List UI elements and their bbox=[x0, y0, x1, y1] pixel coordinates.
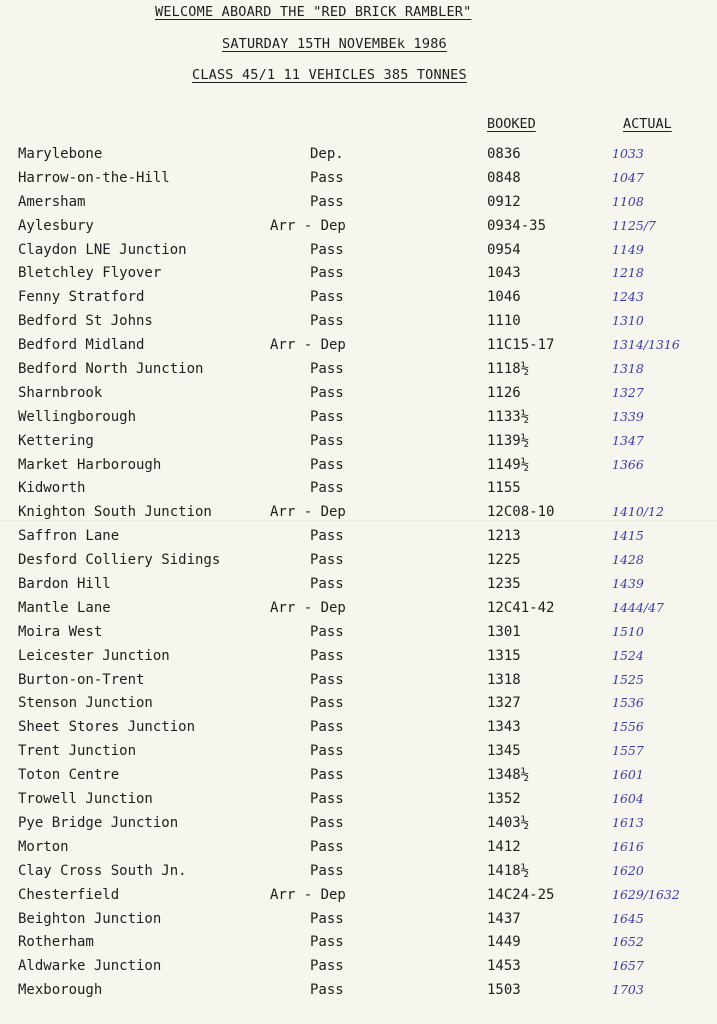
booked-time: 1235 bbox=[487, 576, 521, 593]
booked-time: 1348½ bbox=[487, 767, 530, 784]
actual-time: 1033 bbox=[612, 146, 644, 161]
table-row bbox=[0, 478, 717, 502]
station-name: Stenson Junction bbox=[18, 695, 153, 712]
table-row bbox=[0, 383, 717, 407]
booked-time: 1043 bbox=[487, 265, 521, 282]
station-name: Market Harborough bbox=[18, 456, 162, 473]
booked-time: 1046 bbox=[487, 289, 521, 306]
station-name: Desford Colliery Sidings bbox=[18, 552, 221, 569]
booked-time: 1126 bbox=[487, 384, 521, 401]
table-row bbox=[0, 670, 717, 694]
table-row bbox=[0, 168, 717, 192]
table-row bbox=[0, 741, 717, 765]
booked-time: 0934-35 bbox=[487, 217, 547, 234]
table-row bbox=[0, 431, 717, 455]
station-name: Clay Cross South Jn. bbox=[18, 862, 187, 879]
station-name: Bedford Midland bbox=[18, 337, 145, 354]
booked-time: 1118½ bbox=[487, 361, 530, 378]
stop-type: Arr - Dep bbox=[270, 217, 346, 234]
actual-time: 1310 bbox=[612, 313, 644, 329]
station-name: Mexborough bbox=[18, 982, 103, 999]
station-name: Marylebone bbox=[18, 146, 103, 162]
booked-time: 1315 bbox=[487, 647, 521, 664]
booked-time: 0954 bbox=[487, 241, 521, 258]
booked-time: 1133½ bbox=[487, 408, 530, 425]
actual-time: 1657 bbox=[612, 958, 644, 974]
table-row bbox=[0, 335, 717, 359]
actual-time: 1629/1632 bbox=[612, 886, 680, 902]
stop-type: Pass bbox=[310, 862, 344, 879]
actual-time: 1556 bbox=[612, 719, 644, 735]
actual-time: 1218 bbox=[612, 265, 644, 281]
stop-type: Pass bbox=[310, 910, 344, 927]
stop-type: Pass bbox=[310, 528, 344, 545]
station-name: Pye Bridge Junction bbox=[18, 814, 179, 831]
actual-time: 1444/47 bbox=[612, 599, 664, 615]
station-name: Toton Centre bbox=[18, 767, 120, 784]
actual-time: 1339 bbox=[612, 408, 644, 424]
table-row bbox=[0, 885, 717, 909]
station-name: Bletchley Flyover bbox=[18, 265, 162, 282]
stop-type: Arr - Dep bbox=[270, 504, 346, 521]
table-row bbox=[0, 717, 717, 741]
actual-time: 1366 bbox=[612, 456, 644, 472]
stop-type: Pass bbox=[310, 432, 344, 449]
table-row bbox=[0, 287, 717, 311]
table-row bbox=[0, 837, 717, 861]
station-name: Sheet Stores Junction bbox=[18, 719, 196, 736]
table-row bbox=[0, 622, 717, 646]
stop-type: Pass bbox=[310, 193, 344, 210]
booked-time: 14C24-25 bbox=[487, 886, 555, 903]
booked-time: 1503 bbox=[487, 982, 521, 999]
stop-type: Pass bbox=[310, 576, 344, 593]
station-name: Wellingborough bbox=[18, 408, 137, 425]
actual-time: 1524 bbox=[612, 647, 644, 663]
stop-type: Pass bbox=[310, 814, 344, 831]
stop-type: Pass bbox=[310, 623, 344, 640]
table-row bbox=[0, 646, 717, 670]
booked-time: 1139½ bbox=[487, 432, 530, 449]
actual-time: 1616 bbox=[612, 838, 644, 854]
station-name: Moira West bbox=[18, 623, 103, 640]
stop-type: Pass bbox=[310, 647, 344, 664]
station-name: Saffron Lane bbox=[18, 528, 120, 545]
booked-time: 0912 bbox=[487, 193, 521, 210]
table-row bbox=[0, 956, 717, 980]
table-row bbox=[0, 455, 717, 479]
table-row bbox=[0, 192, 717, 216]
stop-type: Pass bbox=[310, 480, 344, 497]
booked-time: 1437 bbox=[487, 910, 521, 927]
table-row bbox=[0, 909, 717, 933]
table-row bbox=[0, 550, 717, 574]
stop-type: Pass bbox=[310, 671, 344, 688]
actual-time: 1243 bbox=[612, 289, 644, 305]
station-name: Knighton South Junction bbox=[18, 504, 212, 521]
stop-type: Pass bbox=[310, 456, 344, 473]
actual-time: 1439 bbox=[612, 576, 644, 592]
table-row bbox=[0, 526, 717, 550]
actual-time: 1620 bbox=[612, 862, 644, 878]
stop-type: Dep. bbox=[310, 146, 344, 162]
stop-type: Pass bbox=[310, 384, 344, 401]
booked-time: 1318 bbox=[487, 671, 521, 688]
booked-time: 12C41-42 bbox=[487, 599, 555, 616]
booked-time: 0848 bbox=[487, 169, 521, 186]
station-name: Kettering bbox=[18, 432, 94, 449]
actual-time: 1604 bbox=[612, 791, 644, 807]
actual-time: 1652 bbox=[612, 934, 644, 950]
table-row bbox=[0, 359, 717, 383]
station-name: Leicester Junction bbox=[18, 647, 170, 664]
station-name: Mantle Lane bbox=[18, 599, 111, 616]
table-row bbox=[0, 574, 717, 598]
table-row bbox=[0, 693, 717, 717]
station-name: Fenny Stratford bbox=[18, 289, 145, 306]
stop-type: Pass bbox=[310, 265, 344, 282]
stop-type: Arr - Dep bbox=[270, 886, 346, 903]
table-row bbox=[0, 407, 717, 431]
actual-time: 1525 bbox=[612, 671, 644, 687]
booked-time: 1449 bbox=[487, 934, 521, 951]
booked-time: 0836 bbox=[487, 146, 521, 162]
stop-type: Pass bbox=[310, 552, 344, 569]
actual-time: 1510 bbox=[612, 623, 644, 639]
stop-type: Pass bbox=[310, 169, 344, 186]
station-name: Trent Junction bbox=[18, 743, 137, 760]
actual-time: 1314/1316 bbox=[612, 337, 680, 353]
actual-time: 1149 bbox=[612, 241, 644, 257]
actual-time: 1601 bbox=[612, 767, 644, 783]
station-name: Harrow-on-the-Hill bbox=[18, 169, 170, 186]
stop-type: Pass bbox=[310, 313, 344, 330]
booked-column-header: BOOKED bbox=[487, 116, 536, 132]
station-name: Bardon Hill bbox=[18, 576, 111, 593]
train-details: CLASS 45/1 11 VEHICLES 385 TONNES bbox=[192, 67, 467, 83]
station-name: Sharnbrook bbox=[18, 384, 103, 401]
sheet-date: SATURDAY 15TH NOVEMBEk 1986 bbox=[222, 36, 447, 52]
booked-time: 1343 bbox=[487, 719, 521, 736]
table-row bbox=[0, 789, 717, 813]
booked-time: 1155 bbox=[487, 480, 521, 497]
booked-time: 1453 bbox=[487, 958, 521, 975]
table-row bbox=[0, 216, 717, 240]
actual-time: 1047 bbox=[612, 169, 644, 185]
booked-time: 1301 bbox=[487, 623, 521, 640]
stop-type: Pass bbox=[310, 289, 344, 306]
table-row bbox=[0, 932, 717, 956]
table-row bbox=[0, 263, 717, 287]
station-name: Claydon LNE Junction bbox=[18, 241, 187, 258]
stop-type: Pass bbox=[310, 982, 344, 999]
stop-type: Pass bbox=[310, 408, 344, 425]
actual-time: 1428 bbox=[612, 552, 644, 568]
table-row bbox=[0, 861, 717, 885]
booked-time: 1352 bbox=[487, 791, 521, 808]
actual-time: 1327 bbox=[612, 384, 644, 400]
stop-type: Pass bbox=[310, 695, 344, 712]
actual-time: 1318 bbox=[612, 361, 644, 377]
timetable-rows bbox=[0, 144, 717, 1004]
stop-type: Pass bbox=[310, 719, 344, 736]
station-name: Amersham bbox=[18, 193, 86, 210]
actual-time: 1347 bbox=[612, 432, 644, 448]
sheet-title: WELCOME ABOARD THE "RED BRICK RAMBLER" bbox=[155, 4, 472, 20]
station-name: Aldwarke Junction bbox=[18, 958, 162, 975]
stop-type: Pass bbox=[310, 934, 344, 951]
actual-time: 1613 bbox=[612, 814, 644, 830]
stop-type: Pass bbox=[310, 241, 344, 258]
stop-type: Pass bbox=[310, 743, 344, 760]
station-name: Rotherham bbox=[18, 934, 94, 951]
stop-type: Arr - Dep bbox=[270, 337, 346, 354]
actual-time: 1645 bbox=[612, 910, 644, 926]
station-name: Beighton Junction bbox=[18, 910, 162, 927]
actual-time: 1703 bbox=[612, 982, 644, 998]
booked-time: 1225 bbox=[487, 552, 521, 569]
actual-time: 1108 bbox=[612, 193, 644, 209]
actual-time: 1415 bbox=[612, 528, 644, 544]
booked-time: 1110 bbox=[487, 313, 521, 330]
booked-time: 1345 bbox=[487, 743, 521, 760]
station-name: Bedford North Junction bbox=[18, 361, 204, 378]
actual-time: 1557 bbox=[612, 743, 644, 759]
actual-column-header: ACTUAL bbox=[623, 116, 672, 132]
actual-time: 1410/12 bbox=[612, 504, 664, 520]
station-name: Burton-on-Trent bbox=[18, 671, 145, 688]
table-row bbox=[0, 502, 717, 526]
booked-time: 1412 bbox=[487, 838, 521, 855]
station-name: Morton bbox=[18, 838, 69, 855]
actual-time: 1125/7 bbox=[612, 217, 656, 233]
stop-type: Arr - Dep bbox=[270, 599, 346, 616]
station-name: Trowell Junction bbox=[18, 791, 153, 808]
station-name: Chesterfield bbox=[18, 886, 120, 903]
booked-time: 1327 bbox=[487, 695, 521, 712]
station-name: Kidworth bbox=[18, 480, 86, 497]
booked-time: 1149½ bbox=[487, 456, 530, 473]
table-row bbox=[0, 144, 717, 168]
stop-type: Pass bbox=[310, 958, 344, 975]
table-row bbox=[0, 980, 717, 1004]
table-row bbox=[0, 813, 717, 837]
booked-time: 1213 bbox=[487, 528, 521, 545]
actual-time: 1536 bbox=[612, 695, 644, 711]
station-name: Bedford St Johns bbox=[18, 313, 153, 330]
table-row bbox=[0, 240, 717, 264]
stop-type: Pass bbox=[310, 838, 344, 855]
stop-type: Pass bbox=[310, 791, 344, 808]
table-row bbox=[0, 765, 717, 789]
booked-time: 1403½ bbox=[487, 814, 530, 831]
booked-time: 1418½ bbox=[487, 862, 530, 879]
booked-time: 11C15-17 bbox=[487, 337, 555, 354]
table-row bbox=[0, 598, 717, 622]
stop-type: Pass bbox=[310, 767, 344, 784]
stop-type: Pass bbox=[310, 361, 344, 378]
station-name: Aylesbury bbox=[18, 217, 94, 234]
booked-time: 12C08-10 bbox=[487, 504, 555, 521]
table-row bbox=[0, 311, 717, 335]
